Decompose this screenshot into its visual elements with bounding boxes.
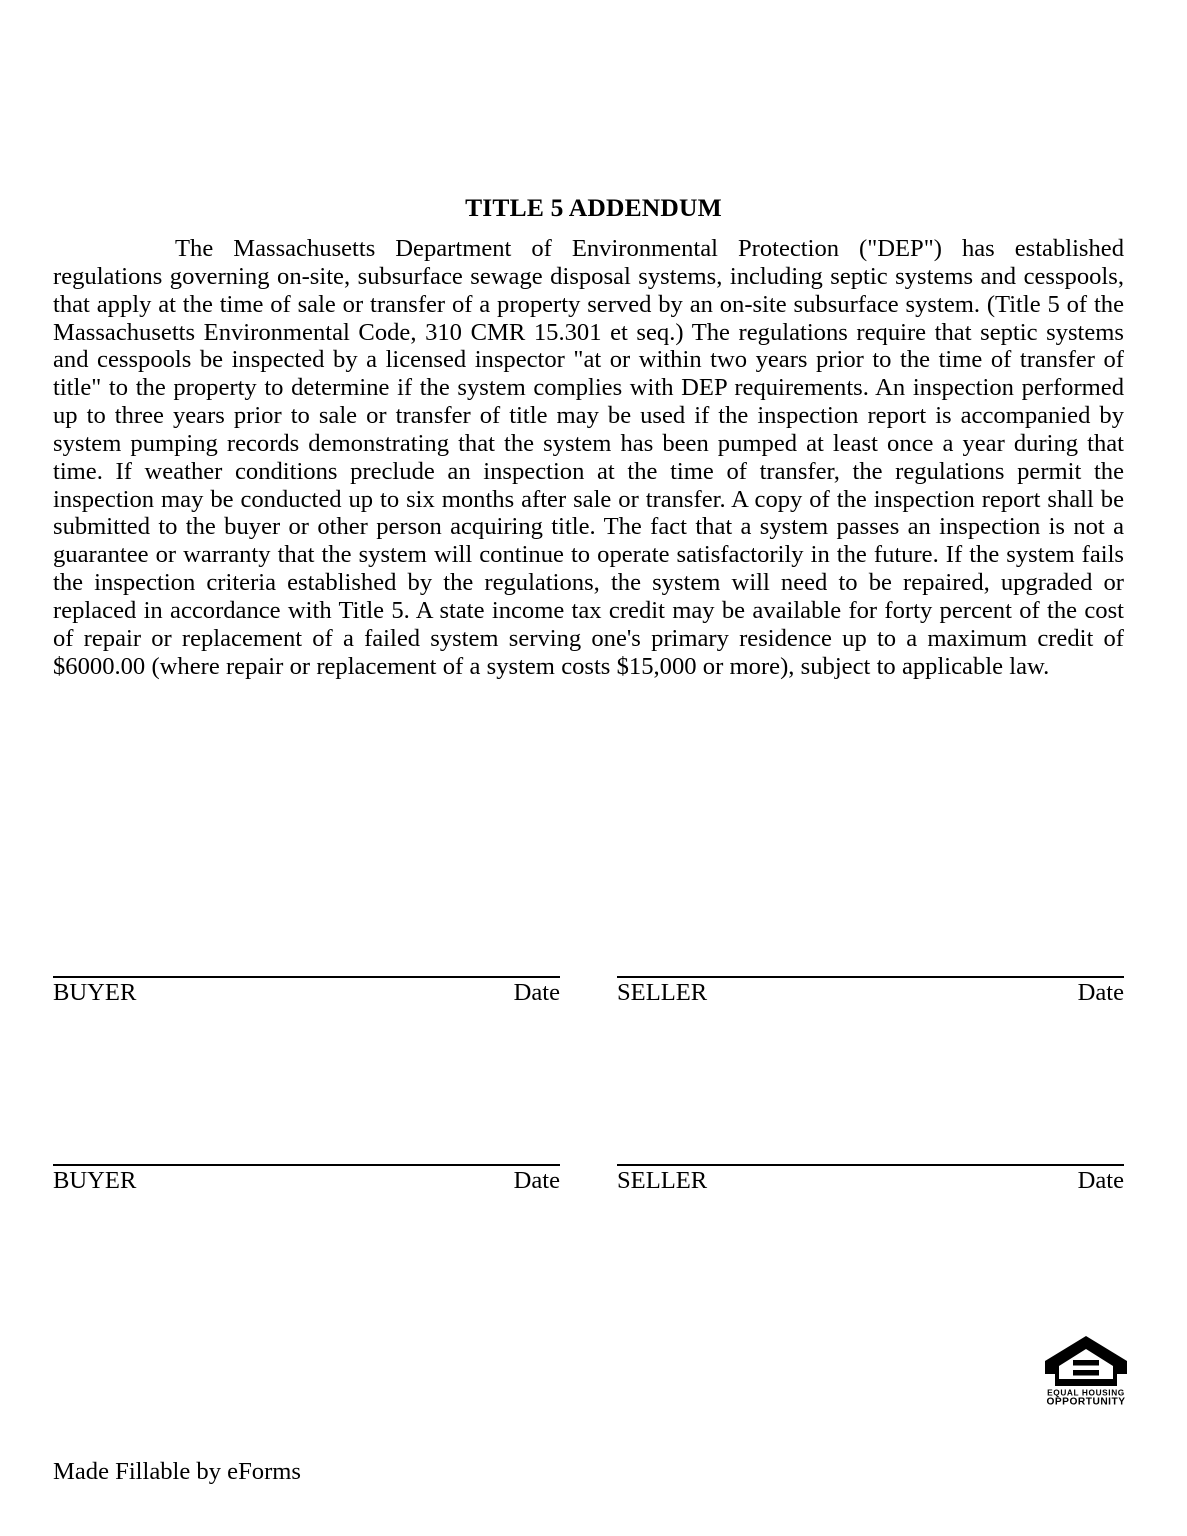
equal-housing-opportunity-icon bbox=[1043, 1334, 1129, 1406]
buyer-label: BUYER bbox=[53, 979, 137, 1006]
seller-label: SELLER bbox=[617, 1167, 708, 1194]
title5-paragraph: The Massachusetts Department of Environmental Protection ("DEP") has established regulations governing on-site, subsurface sewage disposal systems, including septic systems and cesspools, that apply at the time of sale or transfer of a property served by an on-site subsurface system. (Title 5 of the Massachusetts Environmental Code, 310 CMR 15.301 et seq.) The regulations require that septic systems and cesspools be inspected by a licensed inspector "at or within two years prior to the time of transfer of title" to the property to determine if the system complies with DEP requirements. An inspection performed up to three years prior to sale or transfer of title may be used if the inspection report is accompanied by system pumping records demonstrating that the system has been pumped at least once a year during that time. If weather conditions preclude an inspection at the time of transfer, the regulations permit the inspection may be conducted up to six months after sale or transfer. A copy of the inspection report shall be submitted to the buyer or other person acquiring title. The fact that a system passes an inspection is not a guarantee or warranty that the system will continue to operate satisfactorily in the future. If the system fails the inspection criteria established by the regulations, the system will need to be repaired, upgraded or replaced in accordance with Title 5. A state income tax credit may be available for forty percent of the cost of repair or replacement of a failed system serving one's primary residence up to a maximum credit of $6000.00 (where repair or replacement of a system costs $15,000 or more), subject to applicable law. bbox=[53, 235, 1124, 680]
date-label: Date bbox=[513, 1167, 560, 1194]
buyer-signature-field-1[interactable] bbox=[53, 976, 560, 1007]
seller-label: SELLER bbox=[617, 979, 708, 1006]
signature-labels bbox=[617, 1166, 1124, 1195]
seller-signature-field-2[interactable] bbox=[617, 1164, 1124, 1195]
body-content bbox=[53, 235, 1124, 681]
signature-labels bbox=[53, 1166, 560, 1195]
signature-labels bbox=[617, 978, 1124, 1007]
signature-row bbox=[53, 1164, 1124, 1195]
eho-caption-line-2: OPPORTUNITY bbox=[1046, 1396, 1126, 1406]
page-title: TITLE 5 ADDENDUM bbox=[465, 193, 722, 223]
buyer-signature-field-2[interactable] bbox=[53, 1164, 560, 1195]
footer-credit: Made Fillable by eForms bbox=[53, 1458, 301, 1485]
date-label: Date bbox=[1077, 1167, 1124, 1194]
signature-row bbox=[53, 976, 1124, 1007]
date-label: Date bbox=[1077, 979, 1124, 1006]
buyer-label: BUYER bbox=[53, 1167, 137, 1194]
seller-signature-field-1[interactable] bbox=[617, 976, 1124, 1007]
date-label: Date bbox=[513, 979, 560, 1006]
eho-caption-line-1: EQUAL HOUSING bbox=[1047, 1387, 1125, 1398]
signature-labels bbox=[53, 978, 560, 1007]
